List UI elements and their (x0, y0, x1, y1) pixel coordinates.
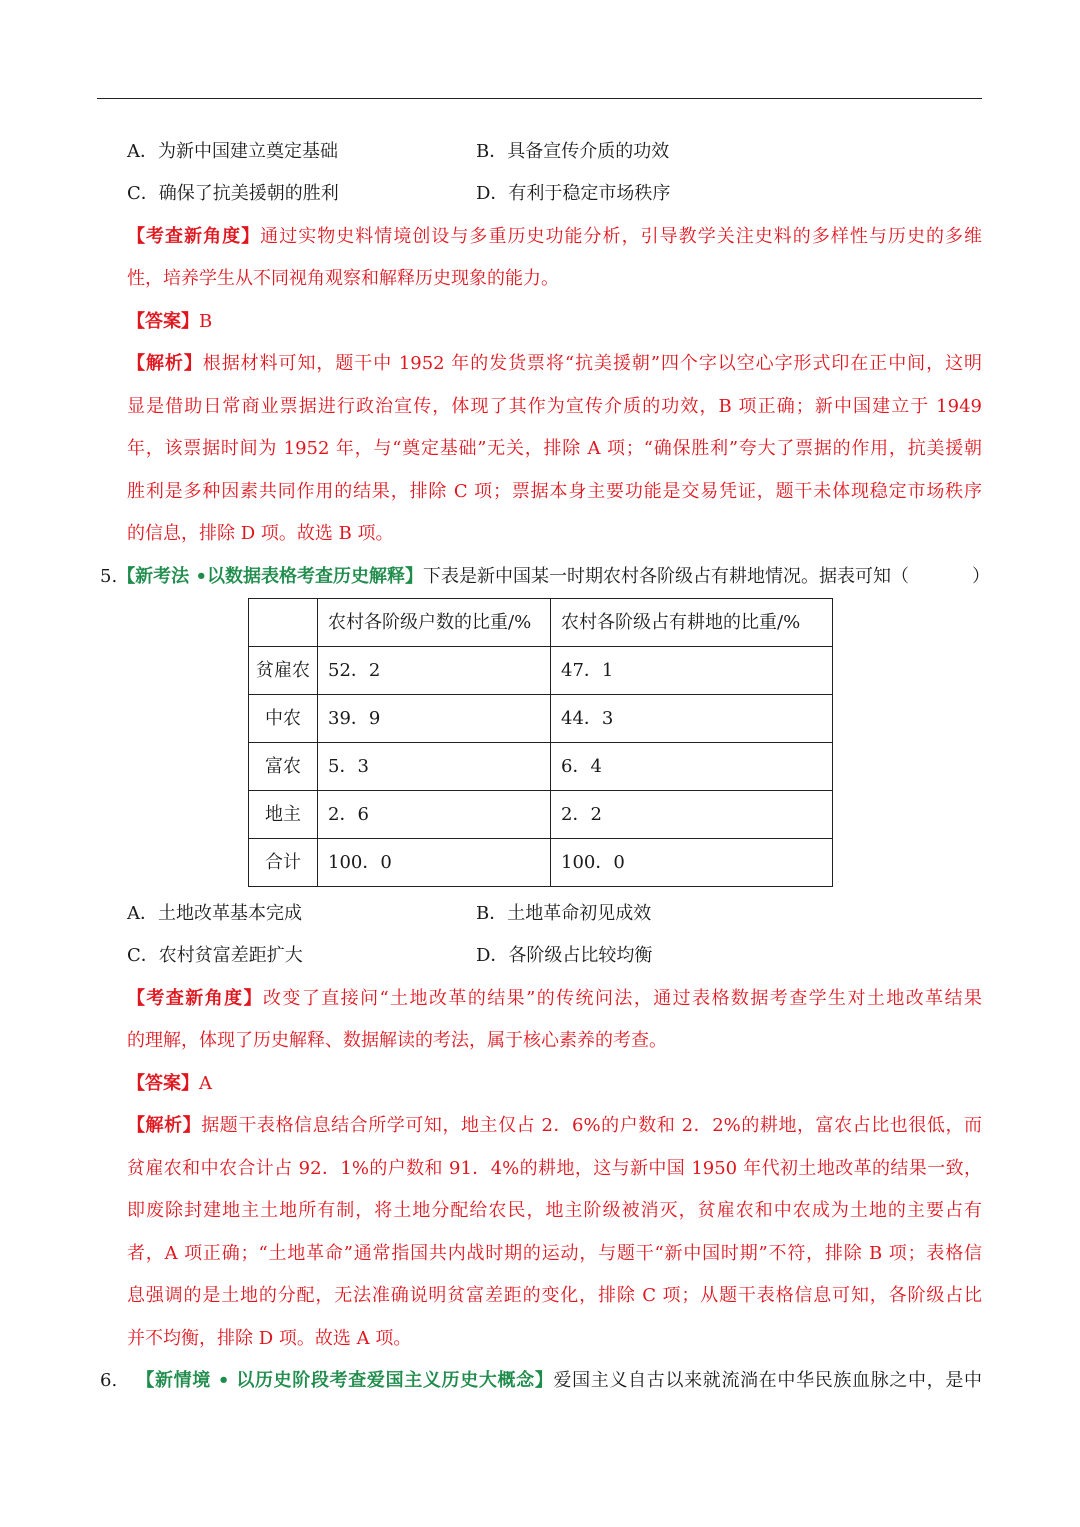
q5-analysis-line3: 即废除封建地主土地所有制，将土地分配给农民，地主阶级被消灭，贫雇农和中农成为土地的主要占有 (127, 1200, 982, 1221)
table-row (249, 791, 833, 839)
q4-analysis-line1: 【解析】根据材料可知，题干中 1952 年的发货票将“抗美援朝”四个字以空心字形式印在正中间，这明 (127, 353, 983, 374)
q5-option-b: B．土地革命初见成效 (476, 903, 652, 924)
q4-option-c: C．确保了抗美援朝的胜利 (127, 183, 339, 204)
table-header-cell: 农村各阶级户数的比重/% (318, 599, 551, 647)
table-cell: 地主 (249, 791, 318, 839)
table-cell: 2．2 (551, 791, 833, 839)
table-cell: 52．2 (318, 647, 551, 695)
q5-analysis-line1: 【解析】据题干表格信息结合所学可知，地主仅占 2．6%的户数和 2．2%的耕地，富农占比也很低，而 (127, 1115, 983, 1136)
q5-option-c: C．农村贫富差距扩大 (127, 945, 303, 966)
q6-stem: 6. 【新情境 • 以历史阶段考查爱国主义历史大概念】爱国主义自古以来就流淌在中华民族血脉之中，是中 (100, 1370, 982, 1391)
q5-angle-tag: 【考查新角度】 (127, 988, 263, 1009)
header-rule (97, 98, 982, 99)
table-cell: 5．3 (318, 743, 551, 791)
q4-analysis-line4: 胜利是多种因素共同作用的结果，排除 C 项；票据本身主要功能是交易凭证，题干未体现稳定市场秩序 (127, 481, 982, 502)
q5-number: 5. (100, 566, 118, 587)
q5-data-table (248, 598, 833, 887)
q4-angle-line2: 性，培养学生从不同视角观察和解释历史现象的能力。 (127, 268, 559, 289)
table-cell: 100．0 (318, 839, 551, 887)
q4-angle-line1: 【考查新角度】通过实物史料情境创设与多重历史功能分析，引导教学关注史料的多样性与历史的多维 (127, 226, 983, 247)
table-cell: 2．6 (318, 791, 551, 839)
table-cell: 6．4 (551, 743, 833, 791)
q4-answer-value: B (199, 311, 213, 332)
q4-angle-tag: 【考查新角度】 (127, 226, 261, 247)
q5-angle-line2: 的理解，体现了历史解释、数据解读的考法，属于核心素养的考查。 (127, 1030, 667, 1051)
table-row (249, 647, 833, 695)
table-cell: 47．1 (551, 647, 833, 695)
table-cell: 贫雇农 (249, 647, 318, 695)
table-row (249, 839, 833, 887)
table-cell: 富农 (249, 743, 318, 791)
table-cell: 44．3 (551, 695, 833, 743)
table-header-cell: 农村各阶级占有耕地的比重/% (551, 599, 833, 647)
table-cell: 合计 (249, 839, 318, 887)
table-header-cell (249, 599, 318, 647)
q4-option-b: B．具备宣传介质的功效 (476, 141, 670, 162)
q5-analysis-line2: 贫雇农和中农合计占 92．1%的户数和 91．4%的耕地，这与新中国 1950 年代初土地改革的结果一致， (127, 1158, 982, 1179)
table-header-row (249, 599, 833, 647)
table-cell: 100．0 (551, 839, 833, 887)
table-cell: 39．9 (318, 695, 551, 743)
q5-option-d: D．各阶级占比较均衡 (476, 945, 653, 966)
q6-tag: 【新情境 • 以历史阶段考查爱国主义历史大概念】 (136, 1370, 554, 1391)
q5-answer: 【答案】A (127, 1073, 212, 1094)
q5-analysis-tag: 【解析】 (127, 1115, 202, 1136)
q5-option-a: A．土地改革基本完成 (127, 903, 302, 924)
q4-answer: 【答案】B (127, 311, 213, 332)
q5-paren-close: ） (972, 566, 990, 587)
table-row (249, 743, 833, 791)
q4-option-a: A．为新中国建立奠定基础 (127, 141, 338, 162)
table-row (249, 695, 833, 743)
q5-stem: 5.【新考法 •以数据表格考查历史解释】下表是新中国某一时期农村各阶级占有耕地情况。据表可知（ (100, 566, 909, 587)
q4-analysis-line3: 年，该票据时间为 1952 年，与“奠定基础”无关，排除 A 项；“确保胜利”夸大了票据的作用，抗美援朝 (127, 438, 982, 459)
q6-number: 6. (100, 1370, 118, 1391)
q5-tag: 【新考法 •以数据表格考查历史解释】 (117, 566, 423, 587)
q5-analysis-line5: 息强调的是土地的分配，无法准确说明贫富差距的变化，排除 C 项；从题干表格信息可知，各阶级占比 (127, 1285, 982, 1306)
q5-analysis-line4: 者，A 项正确；“土地革命”通常指国共内战时期的运动，与题干“新中国时期”不符，排除 B 项；表格信 (127, 1243, 982, 1264)
q4-analysis-tag: 【解析】 (127, 353, 203, 374)
q5-answer-value: A (199, 1073, 212, 1094)
table-cell: 中农 (249, 695, 318, 743)
q4-option-d: D．有利于稳定市场秩序 (476, 183, 671, 204)
q4-analysis-line2: 显是借助日常商业票据进行政治宣传，体现了其作为宣传介质的功效，B 项正确；新中国建立于 1949 (127, 396, 982, 417)
q5-analysis-line6: 并不均衡，排除 D 项。故选 A 项。 (127, 1328, 412, 1349)
q4-analysis-line5: 的信息，排除 D 项。故选 B 项。 (127, 523, 394, 544)
q5-angle-line1: 【考查新角度】改变了直接问“土地改革的结果”的传统问法，通过表格数据考查学生对土地改革结果 (127, 988, 983, 1009)
